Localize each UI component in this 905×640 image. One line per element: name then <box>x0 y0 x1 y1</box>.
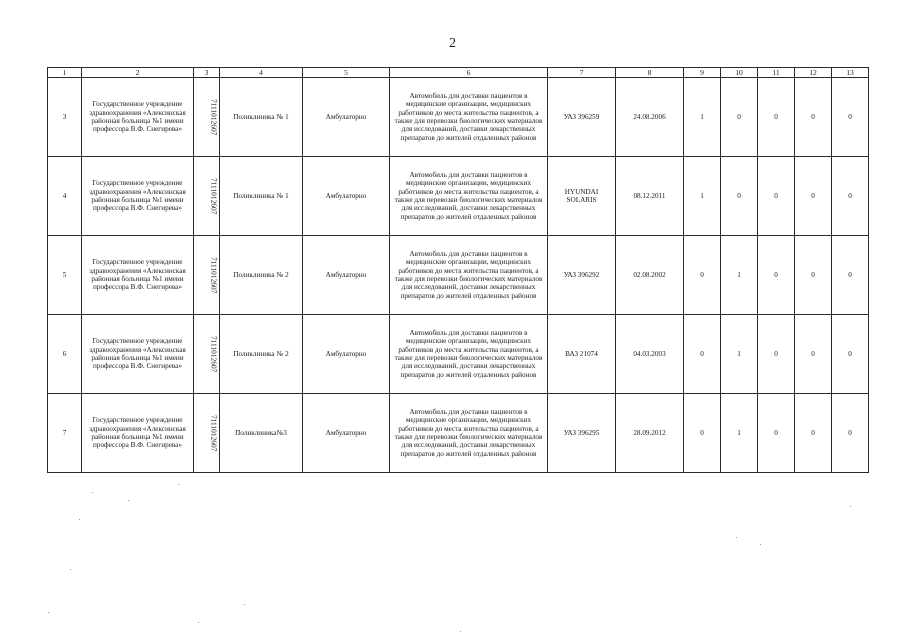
table-cell-col-6: Автомобиль для доставки пациентов в медицинские организации, медицинских работников до места жительства пациентов, а также для перевозки биологических материалов для исследований, доставки лекарственных препаратов до жителей отдаленных районов <box>390 157 548 236</box>
table-cell-col-11: 0 <box>758 315 795 394</box>
inn-cell <box>194 315 220 394</box>
table-row <box>48 157 869 236</box>
page-number: 2 <box>449 36 456 51</box>
inn-text: 7111012607 <box>209 98 219 136</box>
column-header: 12 <box>795 68 832 78</box>
table-cell-col-10: 1 <box>721 394 758 473</box>
table-cell-col-12: 0 <box>795 157 832 236</box>
table-cell-col-2: Государственное учреждение здравоохранения «Алексинская районная больница №1 имени профессора В.Ф. Снегирева» <box>82 394 194 473</box>
table-cell-col-8: 28.09.2012 <box>616 394 684 473</box>
table-cell-col-5: Амбулаторно <box>303 236 390 315</box>
table-cell-col-8: 24.08.2006 <box>616 78 684 157</box>
column-header: 13 <box>832 68 869 78</box>
table-cell-col-9: 0 <box>684 315 721 394</box>
column-header: 2 <box>82 68 194 78</box>
table-cell-col-13: 0 <box>832 394 869 473</box>
table-cell-col-9: 1 <box>684 78 721 157</box>
inn-cell <box>194 394 220 473</box>
scan-speck <box>48 612 49 613</box>
table-cell-col-1: 7 <box>48 394 82 473</box>
table-cell-col-9: 0 <box>684 236 721 315</box>
inn-text: 7111012607 <box>209 335 219 373</box>
table-cell-col-12: 0 <box>795 236 832 315</box>
table-cell-col-7: ВАЗ 21074 <box>548 315 616 394</box>
table-cell-col-4: Поликлиника № 1 <box>220 78 303 157</box>
table-cell-col-1: 5 <box>48 236 82 315</box>
table-cell-col-8: 08.12.2011 <box>616 157 684 236</box>
table-cell-col-11: 0 <box>758 394 795 473</box>
inn-cell <box>194 236 220 315</box>
column-header: 1 <box>48 68 82 78</box>
table-row <box>48 394 869 473</box>
table-cell-col-5: Амбулаторно <box>303 394 390 473</box>
table-cell-col-13: 0 <box>832 315 869 394</box>
table-row <box>48 78 869 157</box>
table-cell-col-2: Государственное учреждение здравоохранения «Алексинская районная больница №1 имени профессора В.Ф. Снегирева» <box>82 315 194 394</box>
table-cell-col-10: 0 <box>721 78 758 157</box>
inn-cell <box>194 157 220 236</box>
column-header: 7 <box>548 68 616 78</box>
table-cell-col-12: 0 <box>795 394 832 473</box>
table-cell-col-10: 0 <box>721 157 758 236</box>
table-cell-col-5: Амбулаторно <box>303 157 390 236</box>
table-cell-col-13: 0 <box>832 236 869 315</box>
table-cell-col-11: 0 <box>758 78 795 157</box>
table-cell-col-13: 0 <box>832 78 869 157</box>
table-cell-col-7: УАЗ 396292 <box>548 236 616 315</box>
table-cell-col-12: 0 <box>795 315 832 394</box>
vehicle-registry-table <box>47 67 869 473</box>
table-cell-col-10: 1 <box>721 236 758 315</box>
table-cell-col-5: Амбулаторно <box>303 315 390 394</box>
table-cell-col-6: Автомобиль для доставки пациентов в медицинские организации, медицинских работников до места жительства пациентов, а также для перевозки биологических материалов для исследований, доставки лекарственных препаратов до жителей отдаленных районов <box>390 78 548 157</box>
inn-text: 7111012607 <box>209 414 219 452</box>
inn-cell <box>194 78 220 157</box>
scan-speck <box>244 604 245 605</box>
column-header: 8 <box>616 68 684 78</box>
table-cell-col-4: Поликлиника № 1 <box>220 157 303 236</box>
column-header: 5 <box>303 68 390 78</box>
table-cell-col-8: 02.08.2002 <box>616 236 684 315</box>
scan-speck <box>460 631 461 632</box>
table-cell-col-9: 0 <box>684 394 721 473</box>
table-cell-col-12: 0 <box>795 78 832 157</box>
table-cell-col-2: Государственное учреждение здравоохранения «Алексинская районная больница №1 имени профессора В.Ф. Снегирева» <box>82 236 194 315</box>
column-header: 11 <box>758 68 795 78</box>
column-header: 9 <box>684 68 721 78</box>
column-header: 4 <box>220 68 303 78</box>
scan-speck <box>178 484 179 485</box>
scan-speck <box>128 500 129 501</box>
table-cell-col-11: 0 <box>758 157 795 236</box>
table-cell-col-5: Амбулаторно <box>303 78 390 157</box>
column-number-row <box>48 68 869 78</box>
table-cell-col-7: HYUNDAI SOLARIS <box>548 157 616 236</box>
table-cell-col-7: УАЗ 396295 <box>548 394 616 473</box>
scan-speck <box>70 569 71 570</box>
table-cell-col-1: 6 <box>48 315 82 394</box>
column-header: 10 <box>721 68 758 78</box>
scan-speck <box>850 506 851 507</box>
table-cell-col-13: 0 <box>832 157 869 236</box>
column-header: 6 <box>390 68 548 78</box>
table-cell-col-11: 0 <box>758 236 795 315</box>
scan-speck <box>198 622 199 623</box>
table-row <box>48 236 869 315</box>
scan-speck <box>736 537 737 538</box>
table-row <box>48 315 869 394</box>
table-cell-col-6: Автомобиль для доставки пациентов в медицинские организации, медицинских работников до места жительства пациентов, а также для перевозки биологических материалов для исследований, доставки лекарственных препаратов до жителей отдаленных районов <box>390 315 548 394</box>
inn-text: 7111012607 <box>209 177 219 215</box>
table-cell-col-7: УАЗ 396259 <box>548 78 616 157</box>
table-cell-col-10: 1 <box>721 315 758 394</box>
scan-speck <box>92 492 93 493</box>
table-cell-col-6: Автомобиль для доставки пациентов в медицинские организации, медицинских работников до места жительства пациентов, а также для перевозки биологических материалов для исследований, доставки лекарственных препаратов до жителей отдаленных районов <box>390 394 548 473</box>
table-cell-col-8: 04.03.2003 <box>616 315 684 394</box>
table-cell-col-9: 1 <box>684 157 721 236</box>
scan-speck <box>760 544 761 545</box>
table-cell-col-2: Государственное учреждение здравоохранения «Алексинская районная больница №1 имени профессора В.Ф. Снегирева» <box>82 78 194 157</box>
table-cell-col-2: Государственное учреждение здравоохранения «Алексинская районная больница №1 имени профессора В.Ф. Снегирева» <box>82 157 194 236</box>
table-cell-col-4: Поликлиника№3 <box>220 394 303 473</box>
table-cell-col-1: 4 <box>48 157 82 236</box>
column-header: 3 <box>194 68 220 78</box>
table-cell-col-1: 3 <box>48 78 82 157</box>
table-cell-col-4: Поликлиника № 2 <box>220 315 303 394</box>
inn-text: 7111012607 <box>209 256 219 294</box>
scan-speck <box>79 519 80 520</box>
table-cell-col-4: Поликлиника № 2 <box>220 236 303 315</box>
table-cell-col-6: Автомобиль для доставки пациентов в медицинские организации, медицинских работников до места жительства пациентов, а также для перевозки биологических материалов для исследований, доставки лекарственных препаратов до жителей отдаленных районов <box>390 236 548 315</box>
